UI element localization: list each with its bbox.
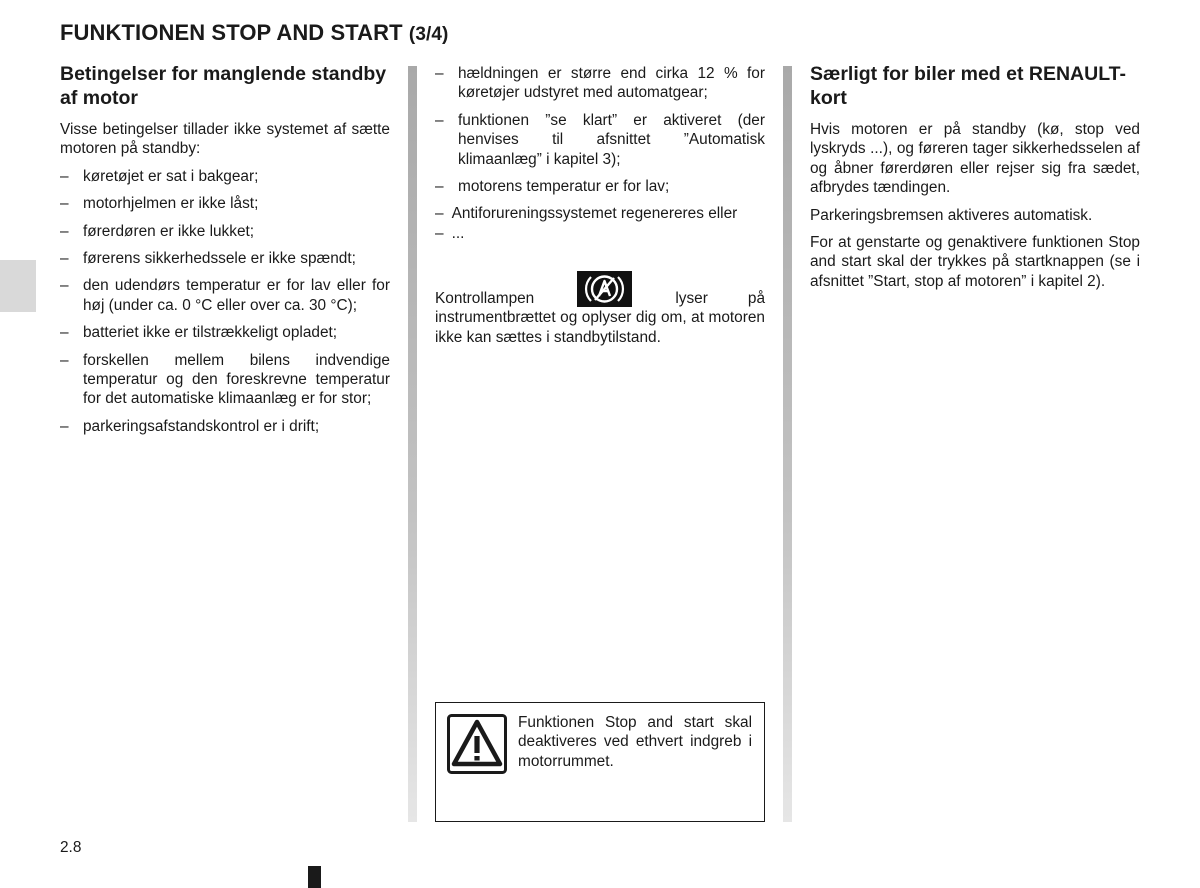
list-item-text: motorhjelmen er ikke låst; xyxy=(83,195,259,213)
list-dash: – xyxy=(60,324,69,342)
page-title xyxy=(60,20,449,48)
list-item xyxy=(435,111,765,169)
column-divider-left xyxy=(408,66,417,822)
list-item xyxy=(60,222,390,241)
list-item xyxy=(60,351,390,409)
list-item-text: hældningen er større end cirka 12 % for køretøjer udstyret med automatgear; xyxy=(458,65,765,102)
list-dash: – xyxy=(435,111,444,129)
warning-box xyxy=(435,702,765,822)
stop-start-indicator-icon xyxy=(577,271,632,307)
list-item xyxy=(60,276,390,315)
list-item xyxy=(60,249,390,268)
list-dash: – xyxy=(435,224,444,242)
list-item-text: køretøjet er sat i bakgear; xyxy=(83,167,259,185)
lamp-text-before: Kontrollampen xyxy=(435,290,535,307)
list-dash: – xyxy=(60,250,69,268)
warning-text: Funktionen Stop and start skal deaktiveres ved ethvert indgreb i motorrummet. xyxy=(518,714,752,770)
list-dash: – xyxy=(60,277,69,295)
conditions-list-continued xyxy=(435,64,765,196)
list-item xyxy=(60,167,390,186)
list-item-text: førerens sikkerhedssele er ikke spændt; xyxy=(83,250,356,268)
list-dash: – xyxy=(60,167,69,185)
indicator-lamp-paragraph xyxy=(435,285,765,347)
list-item-text: Antiforureningssystemet regenereres eller xyxy=(451,205,738,223)
warning-triangle-icon xyxy=(447,714,507,774)
renault-card-heading: Særligt for biler med et RENAULT-kort xyxy=(810,63,1126,109)
column-divider-right xyxy=(783,66,792,822)
list-item-text: ... xyxy=(451,224,465,242)
list-item xyxy=(60,323,390,342)
list-item-text: forskellen mellem bilens indvendige temperatur og den foreskrevne temperatur for det automatiske klimaanlæg er for stor; xyxy=(83,351,390,408)
renault-card-paragraph: Parkeringsbremsen aktiveres automatisk. xyxy=(810,206,1093,224)
list-item xyxy=(435,64,765,103)
list-item-antipollution xyxy=(435,204,765,223)
list-item xyxy=(60,417,390,436)
list-dash: – xyxy=(60,351,69,369)
list-dash: – xyxy=(60,222,69,240)
list-item xyxy=(435,177,765,196)
column-conditions-continued xyxy=(435,64,765,243)
list-item-text: førerdøren er ikke lukket; xyxy=(83,222,255,240)
title-text: FUNKTIONEN STOP AND START xyxy=(60,20,403,45)
column-renault-card xyxy=(810,62,1140,299)
conditions-intro: Visse betingelser tillader ikke systemet af sætte motoren på standby: xyxy=(60,121,390,158)
renault-card-paragraph: For at genstarte og genaktivere funktionen Stop and start skal der trykkes på startknappen (se i afsnittet ”Start, stop af motoren” i kapitel 2). xyxy=(810,234,1140,290)
renault-card-paragraph: Hvis motoren er på standby (kø, stop ved lyskryds ...), og føreren tager sikkerhedsselen af og åbner førerdøren eller rejser sig fra sædet, afbrydes tændingen. xyxy=(810,121,1140,197)
list-item-text: motorens temperatur er for lav; xyxy=(458,178,670,196)
list-item-text: batteriet ikke er tilstrækkeligt opladet; xyxy=(83,324,338,342)
list-item-ellipsis xyxy=(435,224,765,243)
list-item-text: funktionen ”se klart” er aktiveret (der henvises til afsnittet ”Automatisk klimaanlæg” i kapitel 3); xyxy=(458,111,765,168)
crop-mark xyxy=(308,866,321,888)
page-number: 2.8 xyxy=(60,839,82,856)
lamp-text-after: lyser på instrumentbrættet og oplyser dig om, at motoren ikke kan sættes i standbytilstand. xyxy=(435,290,765,346)
conditions-list xyxy=(60,167,390,436)
list-dash: – xyxy=(435,178,444,196)
list-item-text: den udendørs temperatur er for lav eller for høj (under ca. 0 °C eller over ca. 30 °C); xyxy=(83,277,390,314)
conditions-heading: Betingelser for manglende standby af motor xyxy=(60,63,387,109)
chapter-side-tab xyxy=(0,260,36,312)
column-conditions xyxy=(60,62,390,444)
title-page-indicator: (3/4) xyxy=(408,24,449,45)
list-dash: – xyxy=(435,205,444,223)
list-dash: – xyxy=(60,417,69,435)
list-item-text: parkeringsafstandskontrol er i drift; xyxy=(83,417,320,435)
list-dash: – xyxy=(60,195,69,213)
list-dash: – xyxy=(435,65,444,82)
list-item xyxy=(60,194,390,213)
